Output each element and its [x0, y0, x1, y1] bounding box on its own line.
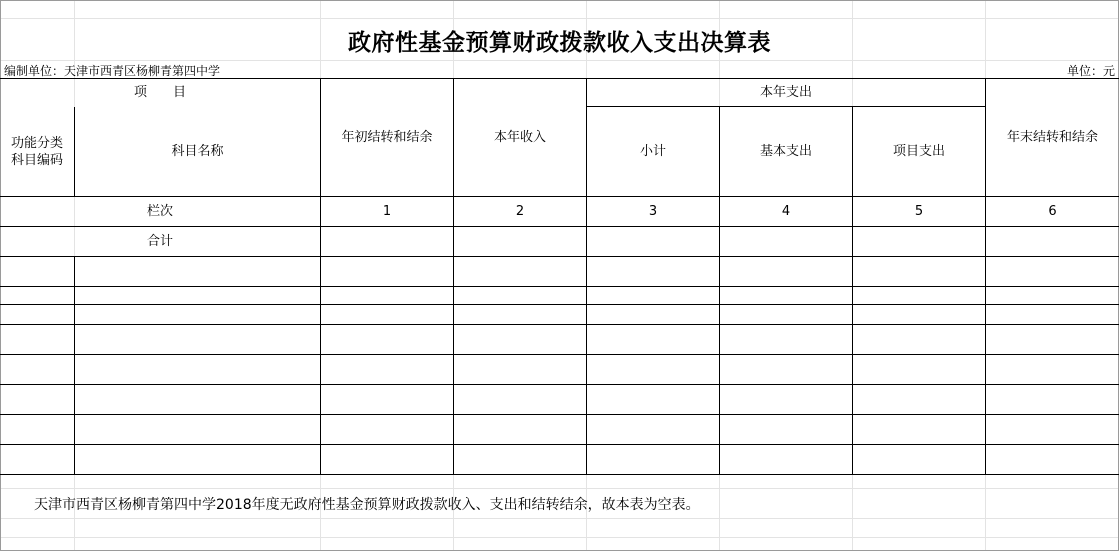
page-title: 政府性基金预算财政拨款收入支出决算表 [348, 29, 771, 56]
unit-label: 单位：元 [1066, 64, 1115, 78]
header-subject-name: 科目名称 [171, 144, 224, 159]
column-number: 5 [914, 204, 924, 219]
header-current-income: 本年收入 [493, 129, 546, 145]
table-note: 天津市西青区杨柳青第四中学2018年度无政府性基金预算财政拨款收入、支出和结转结余，故本表为空表。 [34, 497, 700, 513]
total-row-label: 合计 [146, 234, 173, 249]
column-number: 6 [1048, 204, 1057, 219]
header-current-expense: 本年支出 [759, 84, 812, 100]
header-opening-balance: 年初结转和结余 [341, 129, 433, 145]
column-number: 1 [382, 204, 392, 219]
header-subtotal: 小计 [639, 144, 666, 159]
org-label: 编制单位：天津市西青区杨柳青第四中学 [4, 64, 221, 78]
header-function-code: 功能分类 科目编码 [10, 135, 63, 168]
header-project-expense: 项目支出 [892, 144, 945, 159]
column-number: 2 [515, 204, 525, 219]
header-closing-balance: 年末结转和结余 [1006, 129, 1098, 145]
header-item: 项 目 [133, 85, 186, 100]
column-number: 3 [648, 204, 658, 219]
column-row-label: 栏次 [146, 204, 173, 219]
column-number: 4 [781, 204, 791, 219]
header-basic-expense: 基本支出 [759, 144, 812, 159]
